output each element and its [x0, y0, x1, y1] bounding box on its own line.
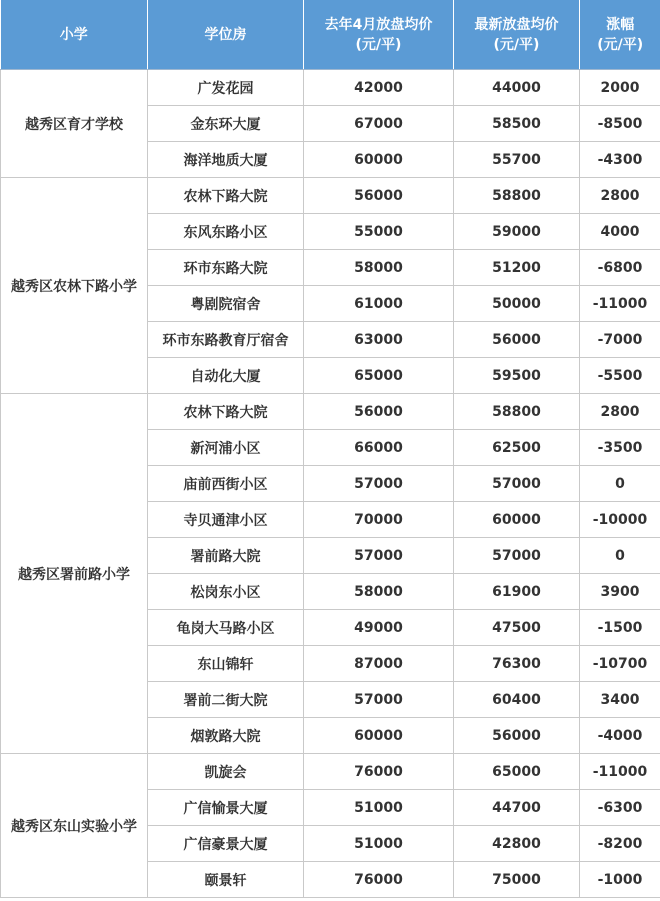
last-april-price-cell: 57000 [304, 466, 454, 502]
latest-price-cell: 50000 [454, 286, 580, 322]
latest-price-cell: 44700 [454, 790, 580, 826]
estate-name-cell: 环市东路大院 [148, 250, 304, 286]
last-april-price-cell: 55000 [304, 214, 454, 250]
last-april-price-cell: 57000 [304, 538, 454, 574]
estate-name-cell: 凯旋会 [148, 754, 304, 790]
estate-name-cell: 自动化大厦 [148, 358, 304, 394]
price-change-cell: -3500 [580, 430, 660, 466]
price-change-cell: 2800 [580, 178, 660, 214]
latest-price-cell: 58500 [454, 106, 580, 142]
estate-name-cell: 龟岗大马路小区 [148, 610, 304, 646]
price-change-cell: 0 [580, 538, 660, 574]
header-change [580, 0, 660, 70]
price-change-cell: 4000 [580, 214, 660, 250]
header-school [1, 0, 148, 70]
estate-name-cell: 新河浦小区 [148, 430, 304, 466]
table-row [1, 178, 660, 214]
price-change-cell: 0 [580, 466, 660, 502]
estate-name-cell: 署前二街大院 [148, 682, 304, 718]
latest-price-cell: 75000 [454, 862, 580, 898]
table-header [1, 0, 660, 70]
school-name-cell: 越秀区东山实验小学 [1, 754, 148, 898]
price-change-cell: -4300 [580, 142, 660, 178]
header-change-unit: (元/平) [597, 36, 644, 53]
header-last-april [304, 0, 454, 70]
last-april-price-cell: 61000 [304, 286, 454, 322]
latest-price-cell: 57000 [454, 466, 580, 502]
school-name-cell: 越秀区农林下路小学 [1, 178, 148, 394]
price-change-cell: -4000 [580, 718, 660, 754]
school-name-cell: 越秀区署前路小学 [1, 394, 148, 754]
estate-name-cell: 农林下路大院 [148, 178, 304, 214]
header-row [1, 0, 660, 70]
estate-name-cell: 烟敦路大院 [148, 718, 304, 754]
estate-name-cell: 金东环大厦 [148, 106, 304, 142]
last-april-price-cell: 42000 [304, 70, 454, 106]
estate-name-cell: 粤剧院宿舍 [148, 286, 304, 322]
latest-price-cell: 60000 [454, 502, 580, 538]
last-april-price-cell: 76000 [304, 862, 454, 898]
latest-price-cell: 57000 [454, 538, 580, 574]
latest-price-cell: 60400 [454, 682, 580, 718]
header-latest [454, 0, 580, 70]
header-school-label: 小学 [59, 26, 88, 43]
header-estate [148, 0, 304, 70]
table-row [1, 394, 660, 430]
last-april-price-cell: 49000 [304, 610, 454, 646]
latest-price-cell: 47500 [454, 610, 580, 646]
price-change-cell: -1000 [580, 862, 660, 898]
last-april-price-cell: 65000 [304, 358, 454, 394]
latest-price-cell: 59500 [454, 358, 580, 394]
price-change-cell: -7000 [580, 322, 660, 358]
price-change-cell: -11000 [580, 754, 660, 790]
price-change-cell: 2000 [580, 70, 660, 106]
latest-price-cell: 61900 [454, 574, 580, 610]
header-last-april-label: 去年4月放盘均价 [324, 16, 433, 33]
estate-name-cell: 海洋地质大厦 [148, 142, 304, 178]
price-change-cell: -8200 [580, 826, 660, 862]
last-april-price-cell: 56000 [304, 394, 454, 430]
latest-price-cell: 55700 [454, 142, 580, 178]
estate-name-cell: 颐景轩 [148, 862, 304, 898]
header-change-label: 涨幅 [606, 16, 635, 33]
latest-price-cell: 76300 [454, 646, 580, 682]
last-april-price-cell: 70000 [304, 502, 454, 538]
last-april-price-cell: 76000 [304, 754, 454, 790]
table-row [1, 754, 660, 790]
price-change-cell: -1500 [580, 610, 660, 646]
latest-price-cell: 65000 [454, 754, 580, 790]
header-last-april-unit: (元/平) [355, 36, 402, 53]
estate-name-cell: 庙前西街小区 [148, 466, 304, 502]
school-name-cell: 越秀区育才学校 [1, 70, 148, 178]
last-april-price-cell: 66000 [304, 430, 454, 466]
last-april-price-cell: 58000 [304, 574, 454, 610]
estate-name-cell: 署前路大院 [148, 538, 304, 574]
latest-price-cell: 51200 [454, 250, 580, 286]
estate-name-cell: 广发花园 [148, 70, 304, 106]
last-april-price-cell: 58000 [304, 250, 454, 286]
last-april-price-cell: 51000 [304, 826, 454, 862]
latest-price-cell: 62500 [454, 430, 580, 466]
price-change-cell: -6300 [580, 790, 660, 826]
last-april-price-cell: 67000 [304, 106, 454, 142]
latest-price-cell: 56000 [454, 322, 580, 358]
estate-name-cell: 东风东路小区 [148, 214, 304, 250]
latest-price-cell: 58800 [454, 178, 580, 214]
latest-price-cell: 44000 [454, 70, 580, 106]
price-change-cell: -10000 [580, 502, 660, 538]
last-april-price-cell: 87000 [304, 646, 454, 682]
estate-name-cell: 松岗东小区 [148, 574, 304, 610]
header-latest-unit: (元/平) [493, 36, 540, 53]
estate-name-cell: 广信豪景大厦 [148, 826, 304, 862]
price-change-cell: -8500 [580, 106, 660, 142]
last-april-price-cell: 63000 [304, 322, 454, 358]
price-change-cell: 3900 [580, 574, 660, 610]
estate-name-cell: 环市东路教育厅宿舍 [148, 322, 304, 358]
price-change-cell: -5500 [580, 358, 660, 394]
estate-name-cell: 东山锦轩 [148, 646, 304, 682]
estate-name-cell: 广信愉景大厦 [148, 790, 304, 826]
header-latest-label: 最新放盘均价 [474, 16, 559, 33]
header-estate-label: 学位房 [204, 26, 247, 43]
price-change-cell: -10700 [580, 646, 660, 682]
table-row [1, 70, 660, 106]
last-april-price-cell: 57000 [304, 682, 454, 718]
last-april-price-cell: 60000 [304, 142, 454, 178]
latest-price-cell: 59000 [454, 214, 580, 250]
latest-price-cell: 42800 [454, 826, 580, 862]
estate-name-cell: 农林下路大院 [148, 394, 304, 430]
price-change-cell: -11000 [580, 286, 660, 322]
last-april-price-cell: 60000 [304, 718, 454, 754]
table-body [1, 70, 660, 898]
last-april-price-cell: 56000 [304, 178, 454, 214]
latest-price-cell: 58800 [454, 394, 580, 430]
price-change-cell: -6800 [580, 250, 660, 286]
last-april-price-cell: 51000 [304, 790, 454, 826]
estate-name-cell: 寺贝通津小区 [148, 502, 304, 538]
price-change-cell: 3400 [580, 682, 660, 718]
latest-price-cell: 56000 [454, 718, 580, 754]
price-change-cell: 2800 [580, 394, 660, 430]
